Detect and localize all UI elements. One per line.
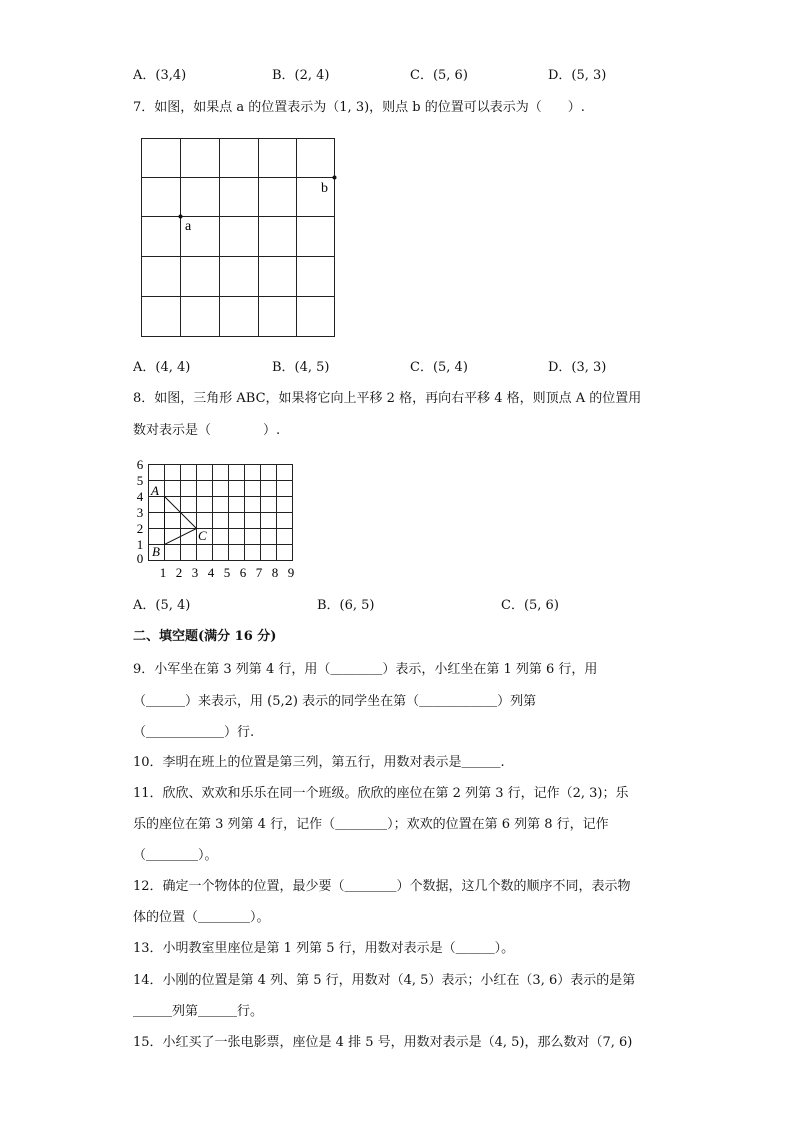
q8-x-tick: 9 — [287, 565, 295, 580]
q10-line1: 10．李明在班上的位置是第三列，第五行，用数对表示是＿＿＿. — [133, 755, 505, 770]
q7-option-d: D．(3, 3) — [548, 360, 607, 375]
q9-line1: 9．小军坐在第 3 列第 4 行，用（＿＿＿＿）表示，小红坐在第 1 列第 6 行，用 — [133, 662, 598, 677]
q14-line1: 14．小刚的位置是第 4 列、第 5 行，用数对（4, 5）表示；小红在（3, 6）表示的是第 — [133, 973, 636, 988]
q8-y-tick: 5 — [136, 473, 144, 488]
q11-line1: 11．欣欣、欢欢和乐乐在同一个班级。欣欣的座位在第 2 列第 3 行，记作（2, 3)；乐 — [133, 786, 629, 801]
q8-grid-lines — [149, 465, 293, 561]
q7-grid-lines — [142, 139, 335, 337]
q8-stem-line1: 8．如图，三角形 ABC，如果将它向上平移 2 格，再向右平移 4 格，则顶点 A 的位置用 — [133, 391, 642, 406]
q11-line2: 乐的座位在第 3 列第 4 行，记作（＿＿＿＿）；欢欢的位置在第 6 列第 8 行，记作 — [133, 817, 609, 832]
q8-vertex-c-label: C — [198, 528, 207, 543]
q8-x-tick: 1 — [159, 565, 167, 580]
q11-line3: （＿＿＿＿）。 — [133, 848, 218, 863]
q8-y-tick: 0 — [136, 551, 144, 566]
q8-y-tick: 1 — [136, 537, 144, 552]
q8-option-a: A．(5, 4) — [133, 598, 191, 613]
q6-option-a: A．(3,4) — [133, 68, 187, 83]
q6-option-c: C．(5, 6) — [410, 68, 468, 83]
q8-y-tick-labels — [137, 457, 144, 566]
q8-option-b: B．(6, 5) — [317, 598, 375, 613]
q8-x-tick: 8 — [271, 565, 279, 580]
q8-vertex-b-label: B — [152, 544, 160, 559]
q12-line1: 12．确定一个物体的位置，最少要（＿＿＿＿）个数据，这几个数的顺序不同，表示物 — [133, 879, 631, 894]
q9-line3: （＿＿＿＿＿＿）行. — [133, 725, 255, 740]
q8-y-tick: 3 — [136, 505, 144, 520]
q6-option-d: D．(5, 3) — [548, 68, 607, 83]
q8-x-tick: 4 — [207, 565, 215, 580]
q7-option-c: C．(5, 4) — [410, 360, 468, 375]
q15-line1: 15．小红买了一张电影票，座位是 4 排 5 号，用数对表示是（4, 5)，那么数对（7, 6) — [133, 1035, 633, 1050]
q8-y-tick: 2 — [136, 521, 144, 536]
q8-stem-line2: 数对表示是（ ）. — [133, 423, 281, 438]
q7-option-a: A．(4, 4) — [133, 360, 191, 375]
q7-option-b: B．(4, 5) — [272, 360, 330, 375]
q7-label-b: b — [321, 181, 328, 196]
q8-x-tick: 3 — [191, 565, 199, 580]
q8-vertex-a-label: A — [151, 483, 159, 498]
q8-grid-figure — [132, 455, 302, 580]
q7-point-b — [333, 176, 337, 180]
q8-x-tick: 2 — [175, 565, 183, 580]
q8-option-c: C．(5, 6) — [501, 598, 559, 613]
q8-x-tick-labels — [160, 565, 295, 580]
q13-line1: 13．小明教室里座位是第 1 列第 5 行，用数对表示是（＿＿＿）。 — [133, 941, 515, 956]
q8-x-tick: 5 — [223, 565, 231, 580]
section-2-title: 二、填空题(满分 16 分) — [133, 629, 277, 644]
q7-stem: 7．如图，如果点 a 的位置表示为（1, 3)，则点 b 的位置可以表示为（ ）. — [133, 100, 585, 115]
q9-line2: （＿＿＿）来表示，用 (5,2) 表示的同学坐在第（＿＿＿＿＿＿）列第 — [133, 694, 537, 709]
q8-y-tick: 6 — [136, 457, 144, 472]
q7-point-a — [179, 215, 183, 219]
q7-grid-figure — [138, 134, 338, 339]
q8-x-tick: 7 — [255, 565, 263, 580]
q12-line2: 体的位置（＿＿＿＿）。 — [133, 910, 270, 925]
q8-x-tick: 6 — [239, 565, 247, 580]
q8-y-tick: 4 — [136, 489, 144, 504]
q7-label-a: a — [185, 219, 192, 234]
q14-line2: ＿＿＿列第＿＿＿行。 — [133, 1004, 264, 1019]
q6-option-b: B．(2, 4) — [272, 68, 330, 83]
